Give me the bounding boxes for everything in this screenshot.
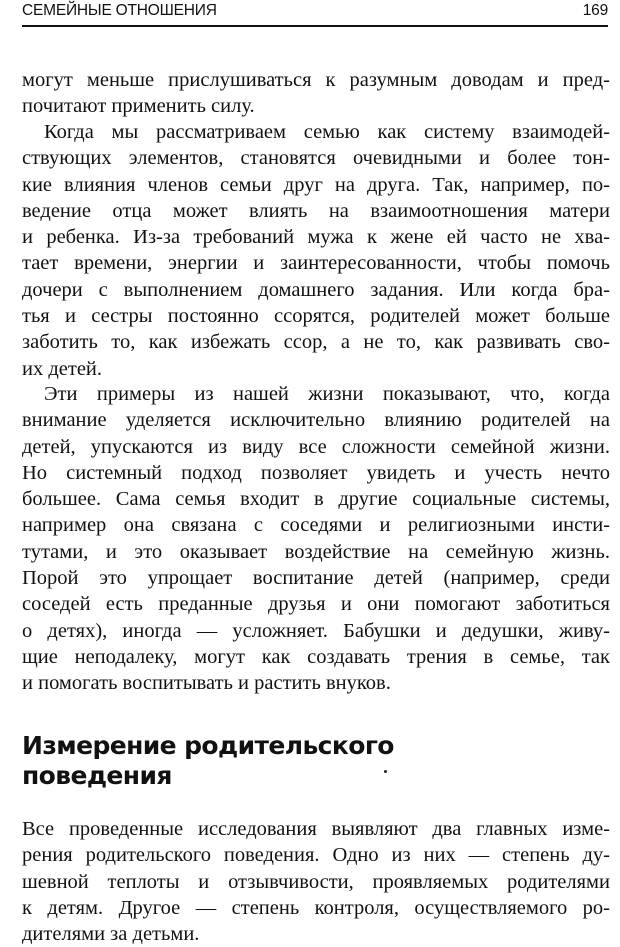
paragraph-line: тутами, и это оказывает воздействие на семейную жизнь. — [22, 540, 610, 563]
paragraph-line: Все проведенные исследования выявляют два главных изме- — [22, 818, 610, 840]
section-heading-line: поведения — [22, 761, 172, 790]
paragraph-1 — [22, 67, 610, 120]
paragraph-2 — [22, 119, 610, 382]
paragraph-line: кие влияния членов семьи друг на друга. Так, например, по- — [22, 173, 610, 196]
paragraph-line: тья и сестры постоянно ссорятся, родителей может больше — [22, 305, 610, 328]
paragraph-line: внимание уделяется исключительно влиянию родителей на — [22, 409, 610, 432]
paragraph-line: дителями за детьми. — [22, 923, 200, 946]
paragraph-line: соседей есть преданные друзья и они помогают заботиться — [22, 593, 610, 616]
print-speck — [384, 770, 387, 773]
header-rule — [22, 25, 608, 27]
paragraph-line: заботить то, как избежать ссор, а не то, как развивать сво- — [22, 331, 610, 354]
paragraph-line: их детей. — [22, 357, 103, 380]
paragraph-line: тает времени, энергии и заинтересованности, чтобы помочь — [22, 252, 610, 275]
running-header-title: СЕМЕЙНЫЕ ОТНОШЕНИЯ — [22, 2, 217, 19]
paragraph-line: детей, упускаются из виду все сложности семейной жизни. — [22, 435, 610, 458]
paragraph-line: щие неподалеку, могут как создавать трения в семье, так — [22, 645, 610, 668]
running-header — [22, 2, 608, 22]
paragraph-line: почитают применить силу. — [22, 95, 255, 118]
paragraph-line: к детям. Другое — степень контроля, осуществляемого ро- — [22, 896, 610, 919]
paragraph-line: и помогать воспитывать и растить внуков. — [22, 672, 391, 695]
page-number: 169 — [582, 2, 608, 19]
paragraph-line: дочери с выполнением домашнего задания. Или когда бра- — [22, 278, 610, 301]
section-paragraph — [22, 816, 610, 947]
paragraph-line: и ребенка. Из-за требований мужа к жене ей часто не хва- — [22, 226, 610, 249]
paragraph-line: могут меньше прислушиваться к разумным доводам и пред- — [22, 69, 610, 91]
section-heading — [22, 731, 394, 791]
paragraph-line: Эти примеры из нашей жизни показывают, что, когда — [44, 383, 610, 405]
paragraph-line: Порой это упрощает воспитание детей (например, среди — [22, 567, 610, 590]
paragraph-line: шевной теплоты и отзывчивости, проявляемых родителями — [22, 870, 610, 893]
paragraph-line: о детях), иногда — усложняет. Бабушки и дедушки, живу- — [22, 619, 610, 642]
paragraph-line: Но системный подход позволяет увидеть и учесть нечто — [22, 461, 610, 484]
paragraph-3 — [22, 381, 610, 697]
paragraph-line: например она связана с соседями и религиозными инсти- — [22, 514, 610, 537]
paragraph-line: ствующих элементов, становятся очевидными и более тон- — [22, 147, 610, 170]
paragraph-line: ведение отца может влиять на взаимоотношения матери — [22, 199, 610, 222]
paragraph-line: большее. Сама семья входит в другие социальные системы, — [22, 488, 610, 511]
section-heading-line: Измерение родительского — [22, 731, 394, 760]
paragraph-line: рения родительского поведения. Одно из них — степень ду- — [22, 844, 610, 867]
paragraph-line: Когда мы рассматриваем семью как систему взаимодей- — [44, 121, 610, 143]
